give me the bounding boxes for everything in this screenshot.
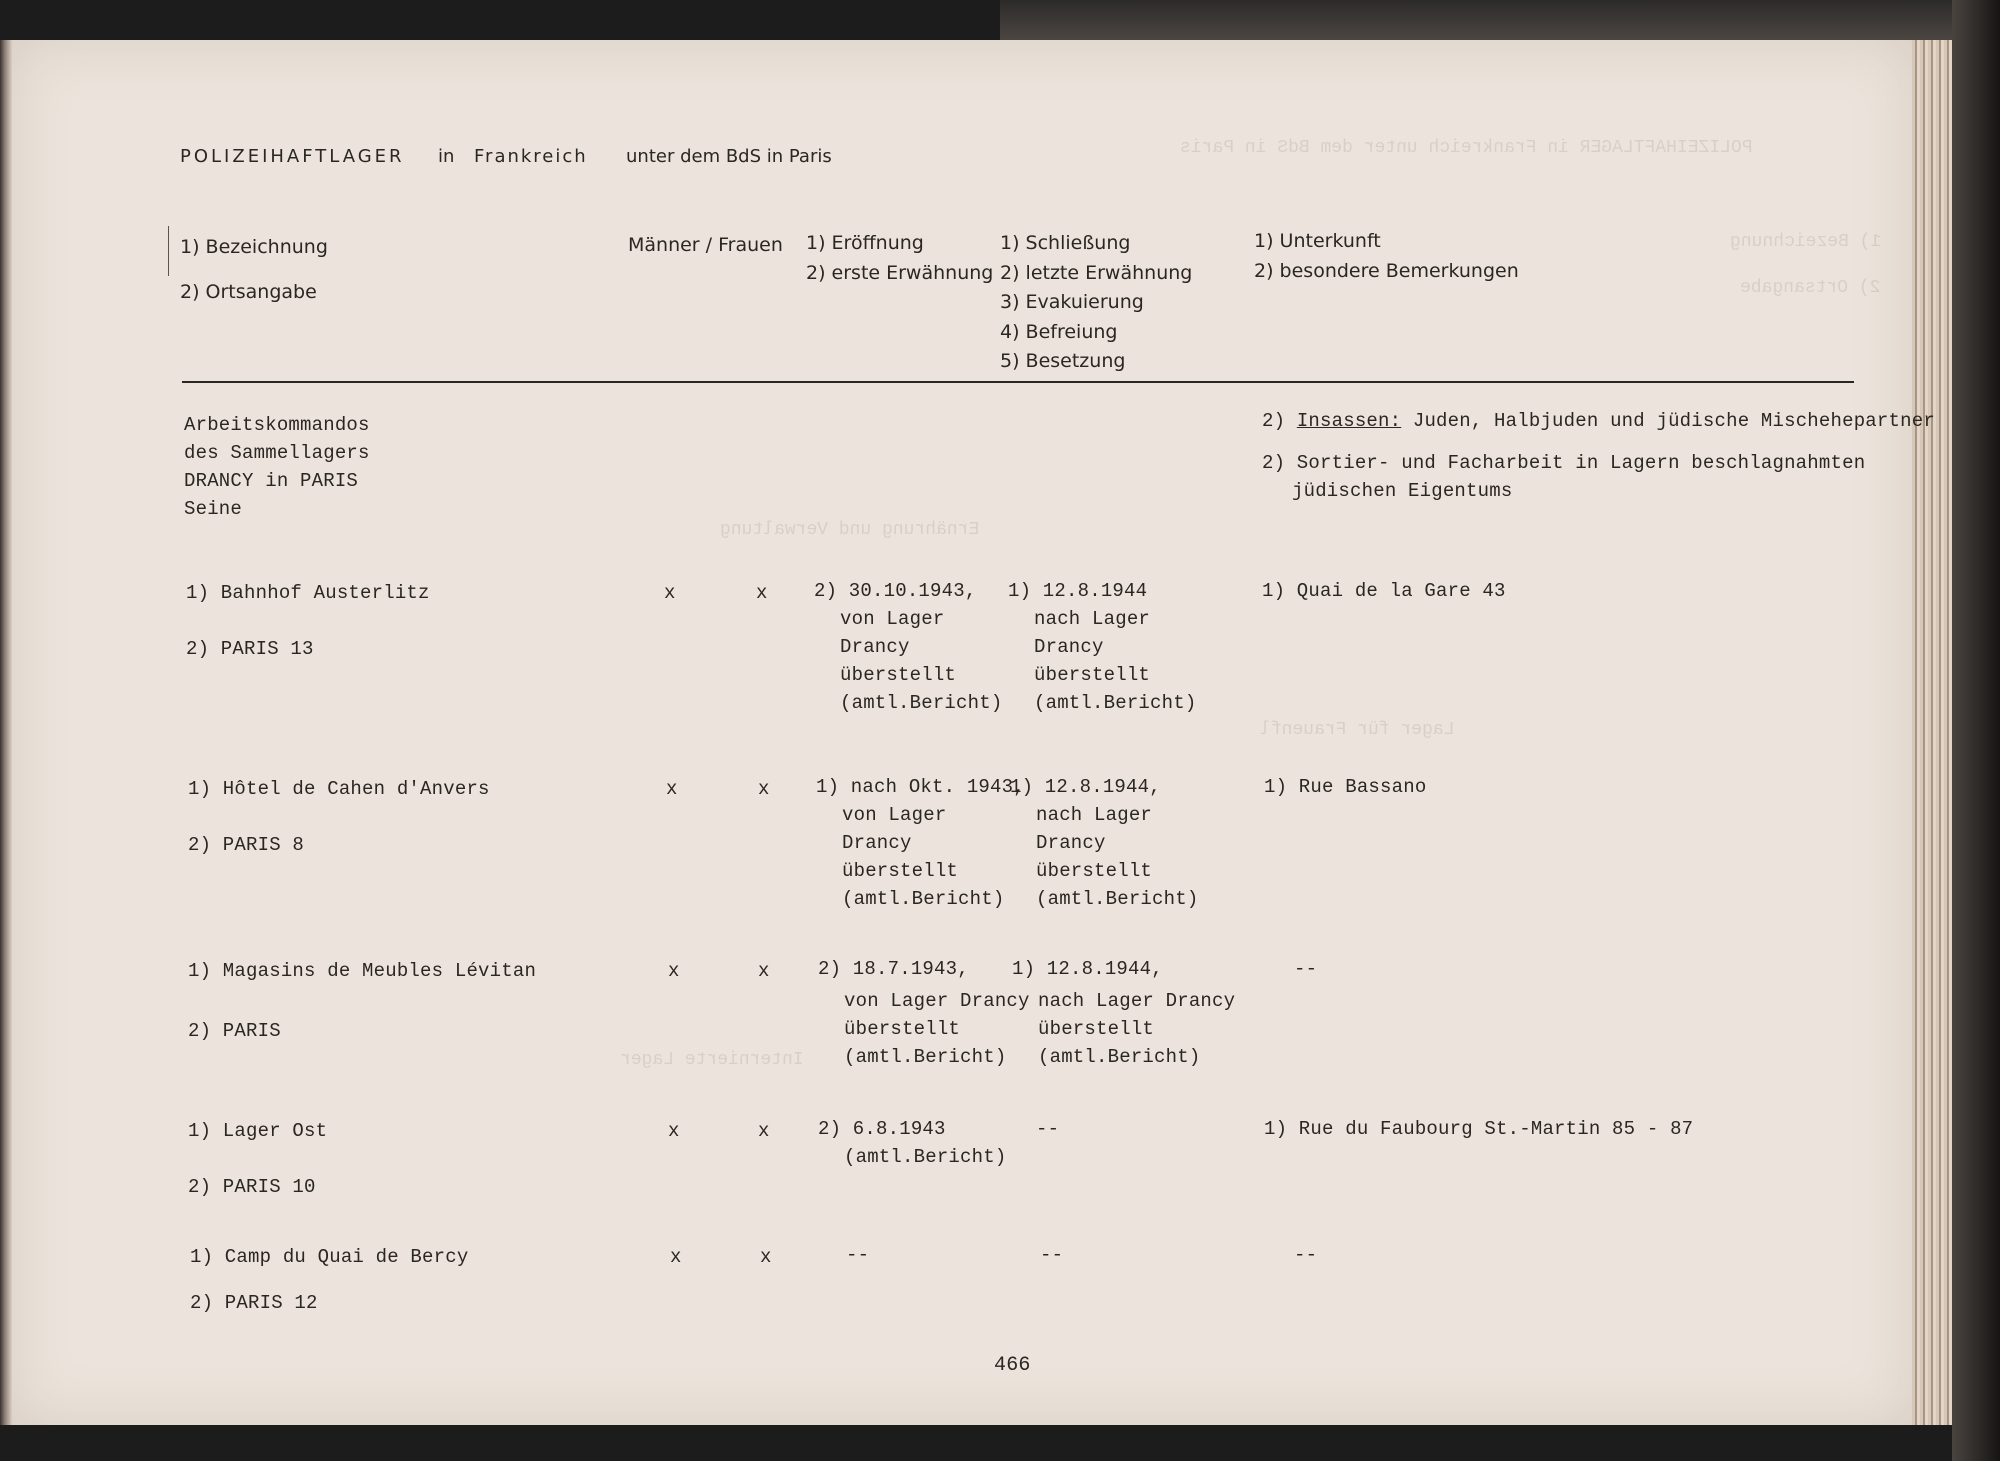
- title-authority: unter dem BdS in Paris: [626, 146, 832, 167]
- show-through-text: Lager für Frauenfl: [1260, 720, 1455, 740]
- closing-line: (amtl.Bericht): [1036, 888, 1199, 910]
- book-binding: [1952, 0, 2000, 1461]
- closing-line: (amtl.Bericht): [1034, 692, 1197, 714]
- header-occupation: 5) Besetzung: [1000, 350, 1126, 372]
- closing-line: Drancy: [1034, 636, 1104, 658]
- women-mark: x: [758, 1120, 770, 1142]
- closing-line: (amtl.Bericht): [1038, 1046, 1201, 1068]
- closing-line: --: [1036, 1118, 1060, 1140]
- opening-line: 2) 30.10.1943,: [814, 580, 977, 602]
- camp-remarks: --: [1294, 958, 1318, 980]
- intro-line: Arbeitskommandos: [184, 414, 370, 436]
- header-tick: [168, 226, 169, 276]
- opening-line: (amtl.Bericht): [840, 692, 1003, 714]
- camp-remarks: 1) Quai de la Gare 43: [1262, 580, 1506, 602]
- opening-line: Drancy: [842, 832, 912, 854]
- header-first-mention: 2) erste Erwähnung: [806, 262, 994, 284]
- closing-line: überstellt: [1038, 1018, 1155, 1040]
- show-through-text: POLIZEIHAFTLAGER in Frankreich unter dem BdS in Paris: [1180, 138, 1753, 158]
- closing-line: nach Lager: [1036, 804, 1153, 826]
- header-liberation: 4) Befreiung: [1000, 321, 1118, 343]
- women-mark: x: [758, 960, 770, 982]
- opening-line: überstellt: [844, 1018, 961, 1040]
- closing-line: 1) 12.8.1944: [1008, 580, 1148, 602]
- header-last-mention: 2) letzte Erwähnung: [1000, 262, 1193, 284]
- show-through-text: 2) Ortsangabe: [1740, 278, 1881, 298]
- men-mark: x: [664, 582, 676, 604]
- closing-line: nach Lager Drancy: [1038, 990, 1236, 1012]
- women-mark: x: [758, 778, 770, 800]
- intro-remark-work-cont: jüdischen Eigentums: [1292, 480, 1513, 502]
- title-country: Frankreich: [474, 146, 588, 167]
- header-evacuation: 3) Evakuierung: [1000, 291, 1144, 313]
- camp-name: 1) Camp du Quai de Bercy: [190, 1246, 469, 1268]
- opening-line: (amtl.Bericht): [844, 1046, 1007, 1068]
- opening-line: von Lager Drancy: [844, 990, 1030, 1012]
- camp-name: 1) Bahnhof Austerlitz: [186, 582, 430, 604]
- camp-remarks: --: [1294, 1244, 1318, 1266]
- closing-line: Drancy: [1036, 832, 1106, 854]
- closing-line: 1) 12.8.1944,: [1010, 776, 1161, 798]
- intro-line: Seine: [184, 498, 243, 520]
- opening-line: 1) nach Okt. 1943,: [816, 776, 1025, 798]
- header-men-women: Männer / Frauen: [628, 234, 783, 256]
- closing-line: überstellt: [1036, 860, 1153, 882]
- camp-place: 2) PARIS 10: [188, 1176, 316, 1198]
- opening-line: (amtl.Bericht): [844, 1146, 1007, 1168]
- opening-line: --: [846, 1244, 870, 1266]
- opening-line: (amtl.Bericht): [842, 888, 1005, 910]
- header-ortsangabe: 2) Ortsangabe: [180, 281, 317, 303]
- camp-name: 1) Hôtel de Cahen d'Anvers: [188, 778, 490, 800]
- page-number: 466: [994, 1354, 1031, 1377]
- header-closing: 1) Schließung: [1000, 232, 1131, 254]
- opening-line: überstellt: [842, 860, 959, 882]
- men-mark: x: [668, 1120, 680, 1142]
- background-top-strip: [1000, 0, 1960, 40]
- men-mark: x: [668, 960, 680, 982]
- header-bezeichnung: 1) Bezeichnung: [180, 236, 328, 258]
- opening-line: 2) 18.7.1943,: [818, 958, 969, 980]
- camp-remarks: 1) Rue Bassano: [1264, 776, 1427, 798]
- men-mark: x: [666, 778, 678, 800]
- camp-remarks: 1) Rue du Faubourg St.-Martin 85 - 87: [1264, 1118, 1694, 1140]
- men-mark: x: [670, 1246, 682, 1268]
- show-through-text: 1) Bezeichnung: [1730, 232, 1882, 252]
- camp-name: 1) Magasins de Meubles Lévitan: [188, 960, 537, 982]
- page-stack-edge: [1912, 40, 1952, 1425]
- women-mark: x: [756, 582, 768, 604]
- header-remarks: 2) besondere Bemerkungen: [1254, 260, 1519, 282]
- camp-place: 2) PARIS 8: [188, 834, 305, 856]
- opening-line: von Lager: [842, 804, 947, 826]
- intro-remark-work: 2) Sortier- und Facharbeit in Lagern beschlagnahmten: [1262, 452, 1866, 474]
- intro-line: DRANCY in PARIS: [184, 470, 359, 492]
- show-through-text: Internierte Lager: [620, 1050, 804, 1070]
- intro-remark-inmates: 2) Insassen: Juden, Halbjuden und jüdische Mischehepartner: [1262, 410, 1935, 432]
- title-main: POLIZEIHAFTLAGER: [180, 146, 405, 167]
- page-edge-left: [0, 40, 12, 1425]
- closing-line: überstellt: [1034, 664, 1151, 686]
- women-mark: x: [760, 1246, 772, 1268]
- camp-place: 2) PARIS: [188, 1020, 281, 1042]
- opening-line: Drancy: [840, 636, 910, 658]
- show-through-text: Ernährung und Verwaltung: [720, 520, 980, 540]
- closing-line: --: [1040, 1244, 1064, 1266]
- opening-line: überstellt: [840, 664, 957, 686]
- opening-line: 2) 6.8.1943: [818, 1118, 946, 1140]
- header-accommodation: 1) Unterkunft: [1254, 230, 1381, 252]
- intro-line: des Sammellagers: [184, 442, 370, 464]
- camp-name: 1) Lager Ost: [188, 1120, 328, 1142]
- camp-place: 2) PARIS 12: [190, 1292, 318, 1314]
- header-rule: [182, 381, 1854, 383]
- title-in: in: [438, 146, 455, 167]
- closing-line: 1) 12.8.1944,: [1012, 958, 1163, 980]
- closing-line: nach Lager: [1034, 608, 1151, 630]
- header-opening: 1) Eröffnung: [806, 232, 924, 254]
- camp-place: 2) PARIS 13: [186, 638, 314, 660]
- opening-line: von Lager: [840, 608, 945, 630]
